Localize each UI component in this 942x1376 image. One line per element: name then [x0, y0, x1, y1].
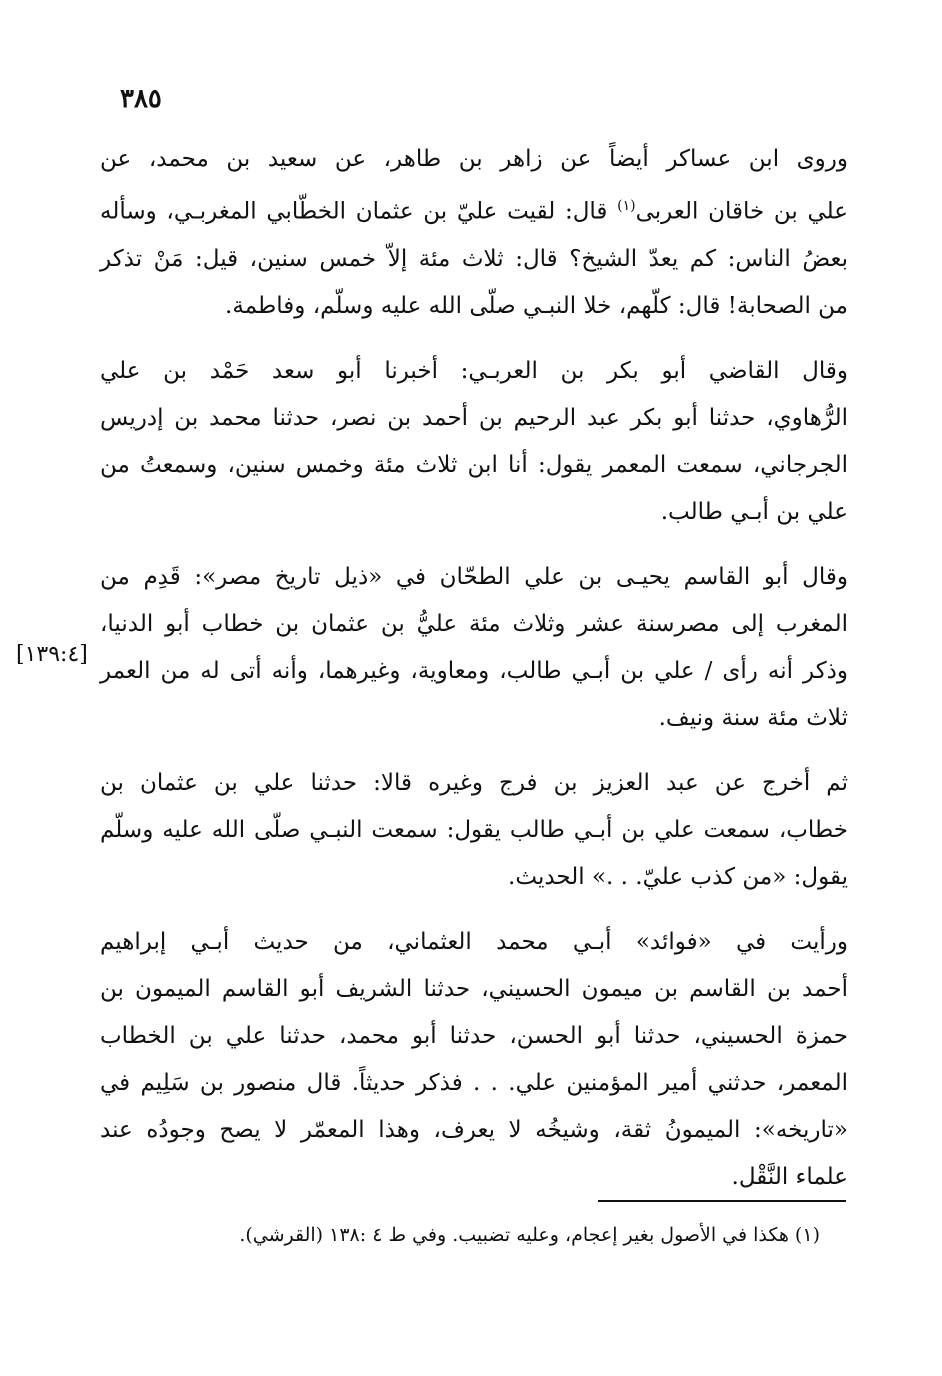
- text-segment: قال: لقيت عليّ بن عثمان الخطّابي المغربـي، وسأله: [100, 198, 618, 225]
- paragraph-4: [100, 760, 848, 901]
- paragraph-3: [100, 554, 848, 742]
- text-line: ثلاث مئة سنة ونيف.: [658, 704, 848, 731]
- marginal-volume-reference: [١٣٩:٤]: [16, 642, 88, 667]
- text-line: «تاريخه»: الميمونُ ثقة، وشيخُه لا يعرف، وهذا المعمّر لا يصح وجودُه عند: [100, 1116, 848, 1143]
- text-line: الجرجاني، سمعت المعمر يقول: أنا ابن ثلاث مئة وخمس سنين، وسمعتُ من: [100, 451, 848, 478]
- text-line: وروى ابن عساكر أيضاً عن زاهر بن طاهر، عن سعيد بن محمد، عن: [100, 146, 848, 172]
- text-line: ثم أخرج عن عبد العزيز بن فرج وغيره قالا: حدثنا علي بن عثمان بن: [100, 769, 848, 796]
- text-line: [100, 183, 848, 236]
- text-line: بعضُ الناس: كم يعدّ الشيخ؟ قال: ثلاث مئة إلاّ خمس سنين، قيل: مَنْ تذكر: [100, 245, 848, 272]
- main-text: [100, 136, 848, 1219]
- text-line: خطاب، سمعت علي بن أبـي طالب يقول: سمعت النبـي صلّى الله عليه وسلّم: [100, 816, 848, 843]
- text-line: من الصحابة! قال: كلّهم، خلا النبـي صلّى الله عليه وسلّم، وفاطمة.: [225, 292, 848, 319]
- text-line: وقال أبو القاسم يحيـى بن علي الطحّان في «ذيل تاريخ مصر»: قَدِم من: [100, 563, 848, 590]
- page-number: ٣٨٥: [120, 84, 162, 114]
- text-line: ورأيت في «فوائد» أبـي محمد العثماني، من حديث أبـي إبراهيم: [100, 928, 848, 955]
- text-line: أحمد بن القاسم بن ميمون الحسيني، حدثنا الشريف أبو القاسم الميمون بن: [100, 975, 848, 1002]
- text-line: المعمر، حدثني أمير المؤمنين علي. . . فذكر حديثاً. قال منصور بن سَلِيم في: [100, 1069, 848, 1096]
- footnote: (١) هكذا في الأصول بغير إعجام، وعليه تضبيب. وفي ط ٤ :١٣٨ (القرشي).: [239, 1224, 820, 1246]
- paragraph-2: [100, 348, 848, 536]
- text-line: علماء النَّقْل.: [731, 1163, 848, 1190]
- text-line: وقال القاضي أبو بكر بن العربـي: أخبرنا أبو سعد حَمْد بن علي: [100, 357, 848, 384]
- text-line: الرُّهاوي، حدثنا أبو بكر عبد الرحيم بن أحمد بن نصر، حدثنا محمد بن إدريس: [100, 404, 848, 431]
- text-segment: علي بن خاقان العربى: [635, 198, 848, 225]
- paragraph-5: [100, 919, 848, 1201]
- text-line: يقول: «من كذب عليّ. . .» الحديث.: [508, 863, 848, 890]
- footnote-divider: [598, 1200, 846, 1202]
- footnote-reference[interactable]: (١): [617, 198, 636, 214]
- text-line: علي بن أبـي طالب.: [660, 498, 848, 525]
- text-line: حمزة الحسيني، حدثنا أبو الحسن، حدثنا أبو محمد، حدثنا علي بن الخطاب: [100, 1022, 848, 1049]
- text-line: المغرب إلى مصرسنة عشر وثلاث مئة عليُّ بن عثمان بن خطاب أبو الدنيا،: [100, 610, 848, 637]
- text-line: وذكر أنه رأى / علي بن أبـي طالب، ومعاوية، وغيرهما، وأنه أتى له من العمر: [100, 657, 848, 684]
- paragraph-1: [100, 136, 848, 330]
